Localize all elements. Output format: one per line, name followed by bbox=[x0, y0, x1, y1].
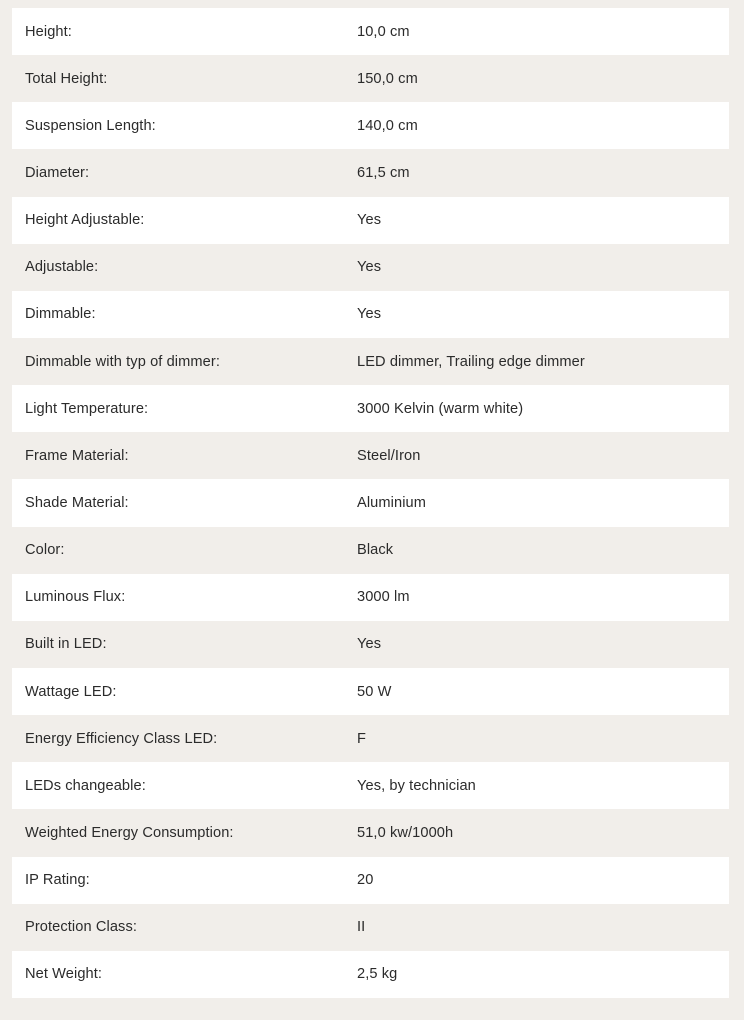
spec-row-height-adjustable bbox=[12, 197, 729, 244]
spec-row-shade-material bbox=[12, 479, 729, 526]
spec-value: LED dimmer, Trailing edge dimmer bbox=[357, 353, 585, 370]
spec-value: 61,5 cm bbox=[357, 164, 410, 181]
spec-value: Steel/Iron bbox=[357, 447, 421, 464]
spec-row-ip-rating bbox=[12, 857, 729, 904]
spec-label: Dimmable with typ of dimmer: bbox=[25, 353, 220, 370]
spec-value: 2,5 kg bbox=[357, 966, 398, 983]
spec-row-energy-consumption bbox=[12, 809, 729, 856]
spec-row-color bbox=[12, 527, 729, 574]
spec-value: Yes, by technician bbox=[357, 777, 476, 794]
spec-label: Diameter: bbox=[25, 164, 90, 181]
spec-label: Frame Material: bbox=[25, 447, 129, 464]
spec-row-protection-class bbox=[12, 904, 729, 951]
spec-label: Height Adjustable: bbox=[25, 212, 145, 229]
spec-label: Energy Efficiency Class LED: bbox=[25, 730, 218, 747]
spec-value: Yes bbox=[357, 306, 382, 323]
spec-row-leds-changeable bbox=[12, 762, 729, 809]
spec-label: Total Height: bbox=[25, 70, 108, 87]
spec-label: Height: bbox=[25, 23, 72, 40]
spec-label: Suspension Length: bbox=[25, 117, 156, 134]
spec-label: LEDs changeable: bbox=[25, 777, 146, 794]
spec-row-frame-material bbox=[12, 432, 729, 479]
spec-value: Yes bbox=[357, 259, 382, 276]
spec-row-dimmable bbox=[12, 291, 729, 338]
spec-label: Weighted Energy Consumption: bbox=[25, 824, 234, 841]
spec-row-total-height bbox=[12, 55, 729, 102]
spec-value: 50 W bbox=[357, 683, 392, 700]
spec-value: Aluminium bbox=[357, 494, 427, 511]
spec-label: Luminous Flux: bbox=[25, 589, 126, 606]
spec-label: Dimmable: bbox=[25, 306, 96, 323]
spec-row-net-weight bbox=[12, 951, 729, 998]
spec-value: 150,0 cm bbox=[357, 70, 418, 87]
spec-value: 140,0 cm bbox=[357, 117, 418, 134]
spec-row-wattage-led bbox=[12, 668, 729, 715]
spec-row-suspension-length bbox=[12, 102, 729, 149]
spec-value: 51,0 kw/1000h bbox=[357, 824, 454, 841]
spec-value: 20 bbox=[357, 872, 374, 889]
spec-label: Light Temperature: bbox=[25, 400, 149, 417]
spec-label: Color: bbox=[25, 542, 65, 559]
spec-value: II bbox=[357, 919, 366, 936]
spec-label: Shade Material: bbox=[25, 494, 129, 511]
spec-label: IP Rating: bbox=[25, 872, 90, 889]
spec-row-diameter bbox=[12, 149, 729, 196]
spec-value: F bbox=[357, 730, 367, 747]
product-specifications-table bbox=[12, 8, 729, 998]
spec-value: 3000 lm bbox=[357, 589, 410, 606]
spec-value: 3000 Kelvin (warm white) bbox=[357, 400, 524, 417]
spec-label: Wattage LED: bbox=[25, 683, 117, 700]
spec-label: Built in LED: bbox=[25, 636, 107, 653]
spec-label: Adjustable: bbox=[25, 259, 99, 276]
spec-label: Net Weight: bbox=[25, 966, 103, 983]
spec-value: Black bbox=[357, 542, 394, 559]
spec-row-height bbox=[12, 8, 729, 55]
spec-value: Yes bbox=[357, 212, 382, 229]
spec-row-energy-efficiency-class bbox=[12, 715, 729, 762]
spec-row-dimmer-type bbox=[12, 338, 729, 385]
spec-value: Yes bbox=[357, 636, 382, 653]
spec-row-adjustable bbox=[12, 244, 729, 291]
spec-row-built-in-led bbox=[12, 621, 729, 668]
spec-row-luminous-flux bbox=[12, 574, 729, 621]
spec-row-light-temperature bbox=[12, 385, 729, 432]
spec-value: 10,0 cm bbox=[357, 23, 410, 40]
spec-label: Protection Class: bbox=[25, 919, 138, 936]
